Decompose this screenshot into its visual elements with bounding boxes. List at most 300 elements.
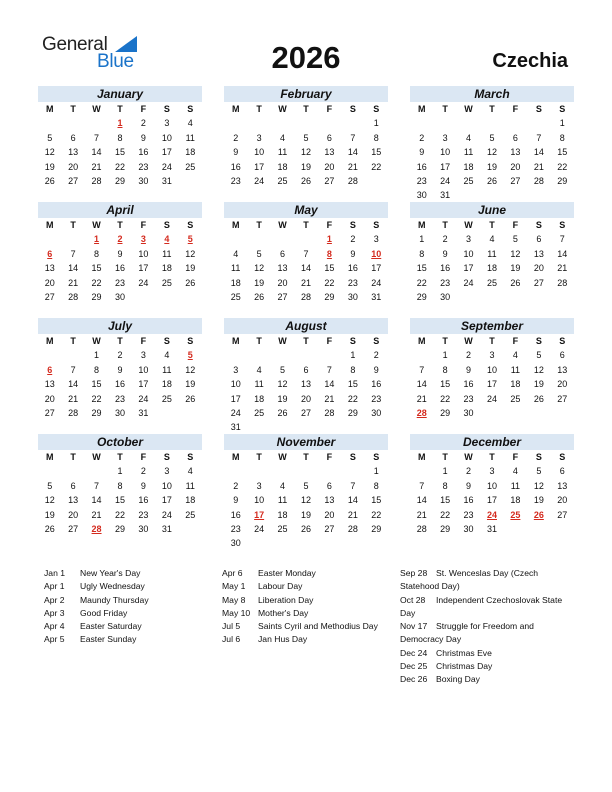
day-cell: 27	[324, 175, 335, 186]
weekday-header: S	[187, 336, 194, 346]
holiday-day-cell: 26	[533, 509, 544, 520]
day-cell: 29	[347, 407, 358, 418]
day-cell: 25	[486, 277, 497, 288]
holiday-name: Christmas Day	[436, 661, 493, 672]
weekday-header: M	[231, 220, 240, 230]
weekday-header: T	[256, 220, 262, 230]
holiday-date: May 10	[222, 607, 251, 618]
day-cell: 6	[70, 480, 76, 491]
day-cell: 11	[254, 379, 264, 390]
holiday-entry	[222, 633, 392, 646]
month-grid	[410, 450, 574, 536]
weekday-header: T	[489, 104, 495, 114]
day-cell: 11	[510, 480, 521, 491]
day-cell: 27	[68, 175, 79, 186]
day-cell: 11	[510, 364, 521, 375]
empty-cell	[38, 232, 61, 246]
day-cell: 15	[416, 263, 427, 274]
holiday-date: Dec 25	[400, 661, 428, 672]
day-cell: 19	[300, 509, 311, 520]
holiday-date: Oct 28	[400, 594, 426, 605]
empty-cell	[504, 116, 527, 130]
day-cell: 26	[533, 393, 544, 404]
month-october	[38, 434, 202, 536]
day-cell: 22	[416, 277, 427, 288]
day-cell: 6	[280, 248, 286, 259]
month-april	[38, 202, 202, 304]
month-november	[224, 434, 388, 551]
holiday-name: Independent Czechoslovak State Day	[400, 594, 563, 618]
day-cell: 26	[44, 175, 55, 186]
day-cell: 8	[442, 364, 448, 375]
weekday-header: S	[163, 336, 170, 346]
day-cell: 19	[254, 277, 265, 288]
day-cell: 7	[350, 480, 356, 491]
weekday-header: W	[464, 220, 473, 230]
day-cell: 9	[233, 495, 239, 506]
weekday-header: W	[464, 336, 473, 346]
day-cell: 21	[324, 393, 335, 404]
day-cell: 11	[277, 147, 288, 158]
day-cell: 16	[230, 161, 241, 172]
weekday-header: F	[140, 220, 147, 230]
holiday-day-cell: 5	[187, 234, 193, 245]
holiday-date: Apr 4	[44, 621, 65, 632]
day-cell: 19	[44, 509, 55, 520]
weekday-header: T	[70, 220, 76, 230]
empty-cell	[224, 232, 247, 246]
day-cell: 24	[371, 277, 382, 288]
day-cell: 2	[373, 350, 379, 361]
holiday-name: Saints Cyril and Methodius Day	[258, 621, 378, 632]
holiday-name: Labour Day	[258, 581, 303, 592]
day-cell: 20	[44, 393, 55, 404]
weekday-header: W	[278, 104, 287, 114]
day-cell: 30	[230, 538, 241, 549]
day-cell: 18	[510, 379, 521, 390]
day-cell: 20	[324, 161, 335, 172]
month-grid	[38, 334, 202, 420]
day-cell: 20	[277, 277, 288, 288]
day-cell: 10	[486, 364, 497, 375]
day-cell: 25	[230, 291, 241, 302]
month-name: November	[224, 434, 388, 450]
holiday-date: Jul 5	[222, 621, 241, 632]
day-cell: 14	[533, 147, 544, 158]
day-cell: 1	[373, 118, 379, 129]
empty-cell	[480, 116, 503, 130]
day-cell: 22	[440, 509, 451, 520]
day-cell: 17	[486, 379, 497, 390]
empty-cell	[457, 116, 480, 130]
month-may	[224, 202, 388, 304]
holiday-day-cell: 1	[94, 234, 100, 245]
day-cell: 26	[277, 407, 288, 418]
day-cell: 14	[68, 379, 79, 390]
day-cell: 3	[489, 466, 495, 477]
day-cell: 24	[161, 161, 172, 172]
day-cell: 4	[187, 118, 193, 129]
weekday-header: F	[512, 336, 519, 346]
holiday-date: Apr 6	[222, 568, 243, 578]
day-cell: 1	[94, 350, 100, 361]
weekday-header: T	[256, 104, 262, 114]
day-cell: 26	[254, 291, 265, 302]
day-cell: 25	[510, 393, 521, 404]
day-cell: 25	[161, 393, 172, 404]
holiday-date: Jan 1	[44, 568, 66, 578]
holiday-date: Dec 24	[400, 647, 428, 658]
weekday-header: T	[303, 220, 309, 230]
day-cell: 9	[442, 248, 448, 259]
day-cell: 4	[466, 132, 472, 143]
day-cell: 6	[559, 466, 565, 477]
day-cell: 8	[350, 364, 356, 375]
day-cell: 12	[533, 364, 544, 375]
day-cell: 28	[557, 277, 568, 288]
day-cell: 13	[44, 263, 55, 274]
day-cell: 22	[114, 509, 125, 520]
month-grid	[224, 102, 388, 188]
day-cell: 20	[44, 277, 55, 288]
empty-cell	[247, 232, 270, 246]
day-cell: 9	[117, 364, 123, 375]
day-cell: 14	[416, 495, 427, 506]
month-name: August	[224, 318, 388, 334]
day-cell: 12	[185, 364, 196, 375]
day-cell: 12	[44, 495, 55, 506]
day-cell: 3	[256, 480, 262, 491]
day-cell: 6	[326, 132, 332, 143]
month-grid	[38, 102, 202, 188]
day-cell: 30	[463, 523, 474, 534]
day-cell: 4	[187, 466, 193, 477]
day-cell: 9	[466, 364, 472, 375]
day-cell: 23	[230, 175, 241, 186]
weekday-header: F	[326, 220, 333, 230]
holiday-name: New Year's Day	[80, 568, 141, 578]
weekday-header: S	[559, 336, 566, 346]
day-cell: 20	[68, 509, 79, 520]
day-cell: 5	[536, 350, 542, 361]
holiday-date: May 1	[222, 581, 246, 592]
day-cell: 8	[94, 364, 100, 375]
day-cell: 2	[140, 466, 146, 477]
day-cell: 17	[138, 263, 149, 274]
month-grid	[410, 102, 574, 203]
day-cell: 19	[277, 393, 288, 404]
day-cell: 11	[487, 248, 497, 259]
day-cell: 19	[510, 263, 521, 274]
day-cell: 26	[44, 523, 55, 534]
day-cell: 30	[114, 407, 125, 418]
day-cell: 16	[463, 379, 474, 390]
day-cell: 13	[277, 263, 288, 274]
day-cell: 8	[117, 480, 123, 491]
day-cell: 3	[164, 118, 170, 129]
weekday-header: S	[187, 220, 194, 230]
holiday-date: Apr 5	[44, 634, 65, 645]
holiday-name: Easter Saturday	[80, 621, 142, 632]
day-cell: 14	[91, 495, 102, 506]
day-cell: 21	[68, 277, 79, 288]
day-cell: 16	[440, 263, 451, 274]
weekday-header: W	[92, 104, 101, 114]
holiday-day-cell: 6	[47, 364, 53, 375]
day-cell: 30	[138, 175, 149, 186]
day-cell: 12	[300, 495, 311, 506]
holiday-date: Nov 17	[400, 621, 428, 632]
day-cell: 31	[161, 523, 172, 534]
day-cell: 8	[373, 132, 379, 143]
month-name: April	[38, 202, 202, 218]
holiday-day-cell: 8	[326, 248, 332, 259]
empty-cell	[410, 348, 433, 362]
day-cell: 22	[371, 161, 382, 172]
day-cell: 1	[419, 234, 425, 245]
day-cell: 2	[466, 466, 472, 477]
weekday-header: S	[373, 104, 380, 114]
day-cell: 27	[277, 291, 288, 302]
weekday-header: W	[278, 336, 287, 346]
holiday-name: Easter Sunday	[80, 634, 137, 645]
day-cell: 26	[185, 277, 196, 288]
day-cell: 9	[373, 364, 379, 375]
day-cell: 5	[280, 364, 286, 375]
day-cell: 5	[536, 466, 542, 477]
weekday-header: T	[256, 336, 262, 346]
day-cell: 29	[114, 523, 125, 534]
day-cell: 27	[68, 523, 79, 534]
holiday-name: Maundy Thursday	[80, 594, 149, 605]
day-cell: 3	[233, 364, 239, 375]
day-cell: 24	[463, 277, 474, 288]
day-cell: 24	[230, 407, 241, 418]
day-cell: 23	[463, 393, 474, 404]
weekday-header: M	[231, 336, 240, 346]
day-cell: 26	[486, 175, 497, 186]
day-cell: 17	[138, 379, 149, 390]
empty-cell	[294, 348, 317, 362]
day-cell: 24	[161, 509, 172, 520]
day-cell: 18	[254, 393, 265, 404]
day-cell: 30	[416, 190, 427, 201]
month-september	[410, 318, 574, 420]
day-cell: 16	[114, 263, 125, 274]
weekday-header: S	[349, 452, 356, 462]
holiday-entry	[44, 567, 214, 580]
day-cell: 9	[350, 248, 356, 259]
day-cell: 27	[533, 277, 544, 288]
day-cell: 4	[489, 234, 495, 245]
day-cell: 19	[185, 263, 196, 274]
holiday-entry	[222, 580, 392, 593]
empty-cell	[318, 348, 341, 362]
weekday-header: T	[303, 104, 309, 114]
holiday-entry	[400, 660, 572, 673]
weekday-header: W	[278, 452, 287, 462]
day-cell: 29	[440, 407, 451, 418]
calendar-year: 2026	[271, 40, 341, 75]
day-cell: 13	[68, 495, 79, 506]
day-cell: 31	[138, 407, 149, 418]
month-june	[410, 202, 574, 304]
holiday-date: Apr 2	[44, 594, 65, 605]
day-cell: 2	[442, 234, 448, 245]
day-cell: 12	[486, 147, 497, 158]
day-cell: 11	[162, 364, 172, 375]
empty-cell	[410, 116, 433, 130]
day-cell: 4	[233, 248, 239, 259]
day-cell: 31	[161, 175, 172, 186]
month-grid	[224, 334, 388, 435]
day-cell: 15	[114, 495, 125, 506]
holiday-entry	[222, 607, 392, 620]
day-cell: 1	[117, 466, 123, 477]
holiday-entry	[400, 594, 572, 621]
day-cell: 13	[510, 147, 521, 158]
holiday-entry	[400, 647, 572, 660]
holiday-date: Jul 6	[222, 634, 241, 645]
day-cell: 21	[416, 393, 427, 404]
weekday-header: M	[417, 452, 426, 462]
month-grid	[224, 218, 388, 304]
day-cell: 9	[117, 248, 123, 259]
day-cell: 14	[91, 147, 102, 158]
day-cell: 28	[347, 175, 358, 186]
day-cell: 28	[347, 523, 358, 534]
holiday-day-cell: 28	[91, 523, 102, 534]
weekday-header: M	[231, 452, 240, 462]
day-cell: 22	[347, 393, 358, 404]
day-cell: 7	[536, 132, 542, 143]
weekday-header: S	[163, 104, 170, 114]
holiday-entry	[222, 567, 392, 580]
holiday-entry	[44, 620, 214, 633]
empty-cell	[247, 464, 270, 478]
weekday-header: T	[117, 336, 123, 346]
day-cell: 23	[114, 393, 125, 404]
day-cell: 19	[44, 161, 55, 172]
month-name: December	[410, 434, 574, 450]
weekday-header: T	[70, 452, 76, 462]
day-cell: 21	[347, 509, 358, 520]
day-cell: 21	[91, 509, 102, 520]
day-cell: 25	[277, 523, 288, 534]
day-cell: 12	[533, 480, 544, 491]
day-cell: 2	[233, 132, 239, 143]
day-cell: 22	[114, 161, 125, 172]
weekday-header: W	[92, 336, 101, 346]
day-cell: 2	[466, 350, 472, 361]
weekday-header: S	[535, 336, 542, 346]
day-cell: 3	[164, 466, 170, 477]
day-cell: 11	[162, 248, 172, 259]
day-cell: 14	[300, 263, 311, 274]
day-cell: 19	[533, 495, 544, 506]
month-name: January	[38, 86, 202, 102]
day-cell: 15	[440, 495, 451, 506]
empty-cell	[38, 116, 61, 130]
holiday-day-cell: 1	[117, 118, 123, 129]
month-name: July	[38, 318, 202, 334]
weekday-header: F	[140, 452, 147, 462]
day-cell: 16	[416, 161, 427, 172]
month-july	[38, 318, 202, 420]
weekday-header: S	[187, 452, 194, 462]
day-cell: 7	[303, 248, 309, 259]
day-cell: 24	[138, 393, 149, 404]
day-cell: 4	[256, 364, 262, 375]
day-cell: 16	[347, 263, 358, 274]
weekday-header: S	[349, 336, 356, 346]
day-cell: 17	[440, 161, 451, 172]
day-cell: 1	[442, 350, 448, 361]
holiday-date: Apr 1	[44, 581, 65, 592]
holiday-entry	[222, 594, 392, 607]
day-cell: 16	[463, 495, 474, 506]
day-cell: 19	[185, 379, 196, 390]
day-cell: 10	[254, 147, 265, 158]
empty-cell	[61, 464, 84, 478]
holiday-day-cell: 4	[164, 234, 170, 245]
day-cell: 4	[512, 466, 518, 477]
day-cell: 18	[510, 495, 521, 506]
day-cell: 24	[254, 523, 265, 534]
day-cell: 29	[324, 291, 335, 302]
holiday-name: Struggle for Freedom and Democracy Day	[400, 621, 534, 645]
weekday-header: T	[489, 220, 495, 230]
day-cell: 28	[416, 523, 427, 534]
day-cell: 6	[326, 480, 332, 491]
day-cell: 21	[91, 161, 102, 172]
empty-cell	[224, 348, 247, 362]
day-cell: 6	[303, 364, 309, 375]
day-cell: 26	[300, 175, 311, 186]
holiday-name: Liberation Day	[258, 594, 314, 605]
holiday-entry	[44, 580, 214, 593]
holiday-day-cell: 17	[254, 509, 265, 520]
month-january	[38, 86, 202, 188]
holiday-entry	[400, 567, 572, 594]
day-cell: 28	[533, 175, 544, 186]
month-name: May	[224, 202, 388, 218]
day-cell: 18	[185, 495, 196, 506]
day-cell: 10	[138, 248, 149, 259]
day-cell: 22	[557, 161, 568, 172]
day-cell: 29	[91, 291, 102, 302]
day-cell: 5	[47, 480, 53, 491]
day-cell: 26	[300, 523, 311, 534]
day-cell: 15	[371, 495, 382, 506]
empty-cell	[271, 348, 294, 362]
day-cell: 28	[324, 407, 335, 418]
holiday-entry	[400, 620, 572, 647]
day-cell: 15	[91, 263, 102, 274]
day-cell: 23	[138, 161, 149, 172]
month-name: June	[410, 202, 574, 218]
weekday-header: T	[442, 104, 448, 114]
weekday-header: M	[45, 104, 54, 114]
day-cell: 29	[557, 175, 568, 186]
day-cell: 12	[254, 263, 265, 274]
day-cell: 20	[300, 393, 311, 404]
day-cell: 12	[277, 379, 288, 390]
holiday-day-cell: 24	[486, 509, 497, 520]
day-cell: 8	[94, 248, 100, 259]
weekday-header: S	[373, 336, 380, 346]
day-cell: 27	[44, 407, 55, 418]
